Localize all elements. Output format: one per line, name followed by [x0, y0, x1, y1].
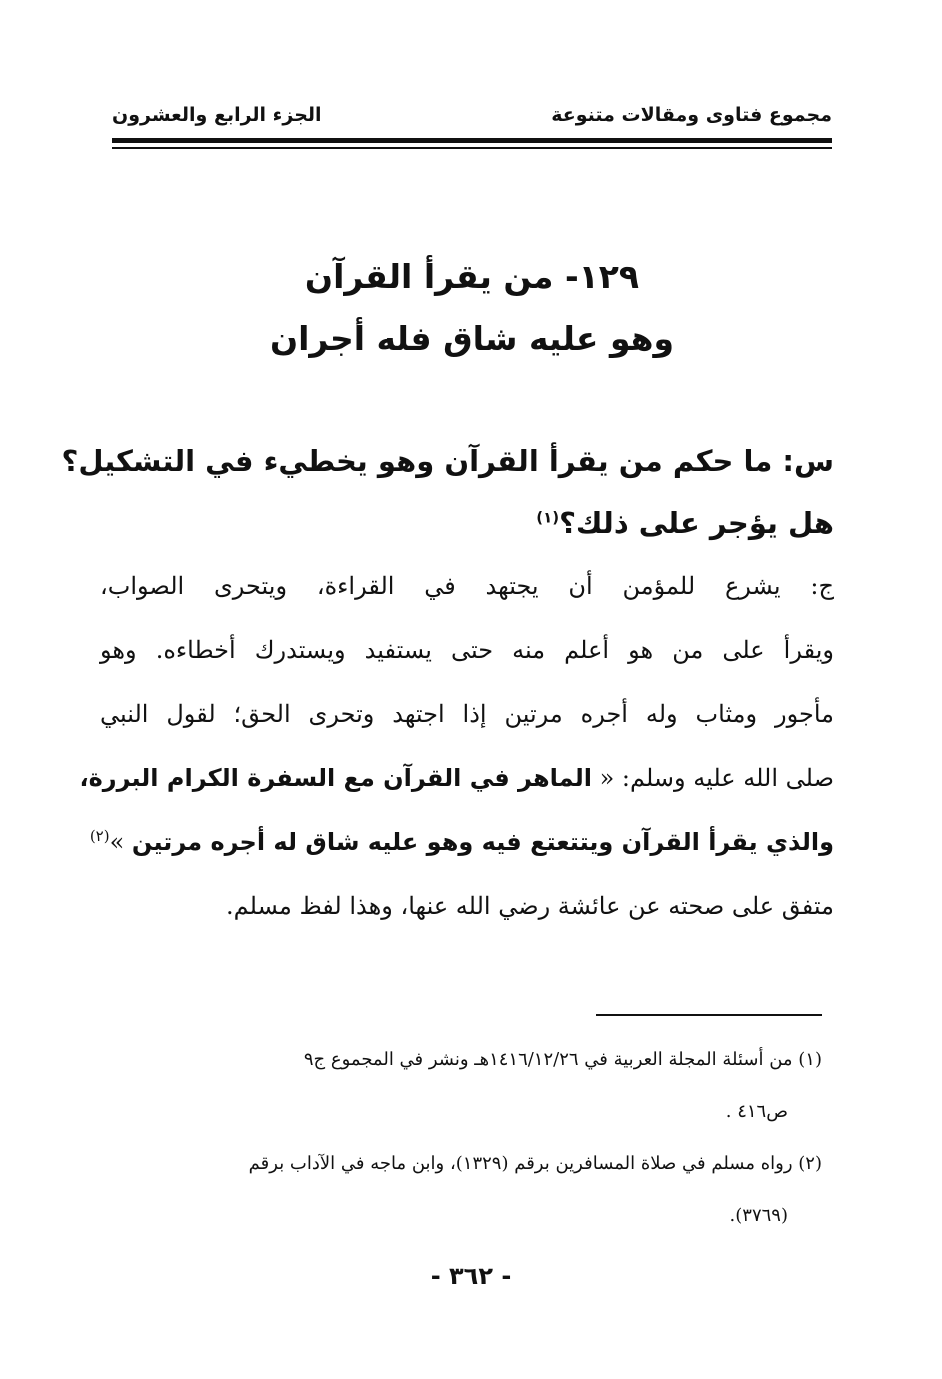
answer-line-2: ويقرأ على من هو أعلم منه حتى يستفيد ويستدرك أخطاءه. وهو: [100, 636, 834, 664]
footnote-1-line-2: ص٤١٦ .: [725, 1101, 788, 1122]
hadith-text-part-1: الماهر في القرآن مع السفرة الكرام البررة،: [79, 764, 592, 792]
answer-line-3: مأجور ومثاب وله أجره مرتين إذا اجتهد وتحرى الحق؛ لقول النبي: [100, 700, 834, 728]
answer-line-5-plain: »: [109, 828, 132, 856]
book-title: مجموع فتاوى ومقالات متنوعة: [551, 104, 832, 126]
answer-line-5: [89, 810, 834, 874]
answer-line-6: متفق على صحته عن عائشة رضي الله عنها، وهذا لفظ مسلم.: [226, 892, 834, 920]
answer-line-4: [79, 746, 834, 810]
fatwa-body: [61, 430, 834, 938]
hadith-text-part-2: والذي يقرأ القرآن ويتتعتع فيه وهو عليه شاق له أجره مرتين: [131, 828, 834, 856]
answer-line-4-plain: صلى الله عليه وسلم: «: [599, 764, 834, 792]
header-rule-thin: [112, 147, 832, 149]
footnotes: [100, 1034, 822, 1242]
footnote-2-line-1: (٢) رواه مسلم في صلاة المسافرين برقم (١٣٢٩)، وابن ماجه في الآداب برقم: [248, 1153, 822, 1174]
title-line-2: وهو عليه شاق فله أجران: [269, 319, 675, 358]
header-rule-thick: [112, 138, 832, 143]
footnote-separator: [596, 1014, 822, 1016]
footnote-ref-1: (١): [536, 508, 560, 527]
footnote-1-line-1: (١) من أسئلة المجلة العربية في ١٤١٦/١٢/٢٦هـ ونشر في المجموع ج٩: [303, 1049, 822, 1070]
footnote-ref-2: (٢): [89, 827, 110, 845]
question-line-2: [100, 492, 834, 554]
question-line-1: س: ما حكم من يقرأ القرآن وهو يخطيء في التشكيل؟: [61, 444, 834, 478]
fatwa-title: [112, 246, 832, 370]
page-number: - ٣٦٢ -: [430, 1262, 512, 1290]
question-line-2-text: هل يؤجر على ذلك؟: [559, 506, 834, 540]
title-line-1: ١٢٩- من يقرأ القرآن: [304, 257, 640, 296]
running-header: [112, 100, 832, 136]
volume-label: الجزء الرابع والعشرون: [112, 104, 322, 126]
footnote-2-line-2: (٣٧٦٩).: [729, 1205, 788, 1226]
answer-line-1: ج: يشرع للمؤمن أن يجتهد في القراءة، ويتحرى الصواب،: [100, 572, 834, 600]
